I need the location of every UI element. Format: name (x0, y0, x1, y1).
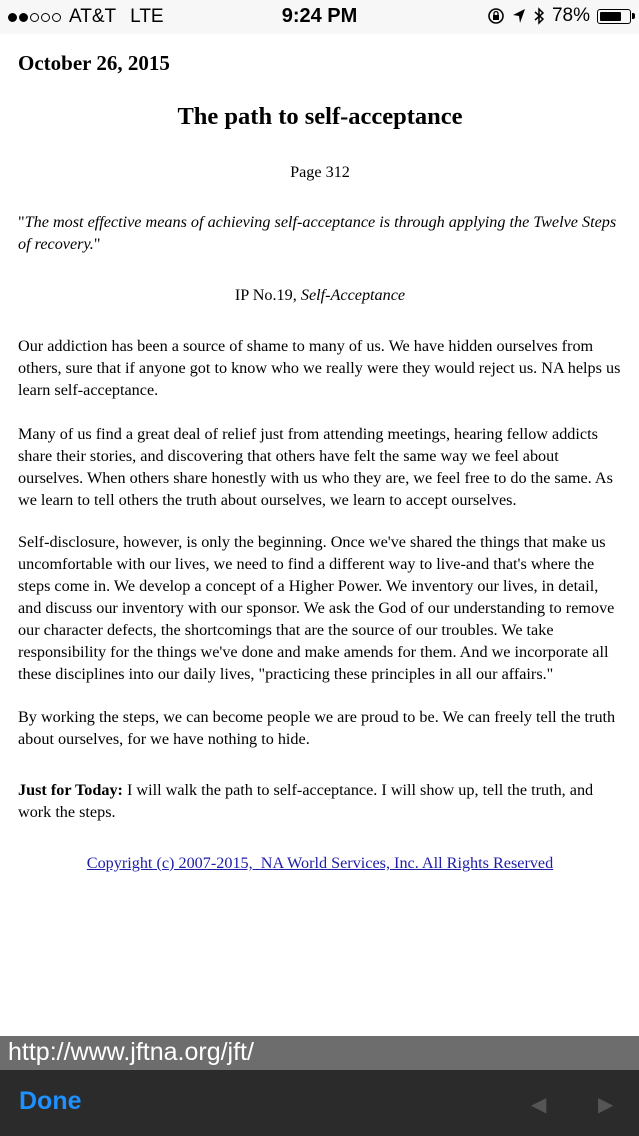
bluetooth-icon (533, 7, 545, 25)
body-paragraph: By working the steps, we can become people we are proud to be. We can freely tell the truth about ourselves, for we have nothing to hide. (18, 708, 616, 748)
quote-citation (18, 284, 622, 306)
rotation-lock-icon (487, 7, 505, 25)
done-button[interactable]: Done (19, 1087, 82, 1115)
carrier-label: AT&T (69, 6, 117, 27)
status-right (480, 5, 631, 27)
page-number: Page 312 (290, 163, 350, 181)
opening-quote-text: The most effective means of achieving self-acceptance is through applying the Twelve Steps of recovery. (18, 213, 617, 253)
citation-prefix: IP No.19, (234, 286, 301, 304)
url-bar[interactable] (0, 1036, 639, 1070)
citation-title: Self-Acceptance (300, 286, 406, 304)
battery-percent: 78% (551, 5, 590, 26)
forward-arrow-icon[interactable]: ▶ (598, 1094, 614, 1116)
url-text: http://www.jftna.org/jft/ (8, 1038, 254, 1066)
status-bar (0, 0, 639, 34)
battery-icon (597, 9, 631, 24)
copyright-link[interactable]: Copyright (c) 2007-2015, NA World Services, Inc. All Rights Reserved (86, 854, 554, 872)
body-paragraph: Our addiction has been a source of shame to many of us. We have hidden ourselves from others, sure that if anyone got to know who we really were they would reject us. NA helps us learn self-acceptance. (18, 337, 621, 399)
just-for-today (18, 779, 624, 823)
network-label: LTE (130, 6, 164, 27)
copyright-row (18, 852, 622, 874)
article-date: October 26, 2015 (18, 51, 170, 75)
clock: 9:24 PM (281, 5, 358, 27)
battery-level (600, 12, 621, 21)
opening-quote: "The most effective means of achieving self-acceptance is through applying the Twelve Steps of recovery." (18, 213, 617, 253)
page-title: The path to self-acceptance (177, 103, 463, 130)
just-for-today-label: Just for Today: (18, 781, 123, 799)
just-for-today-text: I will walk the path to self-acceptance. I will show up, tell the truth, and work the steps. (18, 781, 594, 821)
body-paragraph: Self-disclosure, however, is only the beginning. Once we've shared the things that make us uncomfortable with our lives, we need to find a different way to live-and that's where the steps come in. We develop a concept of a Higher Power. We inventory our lives, in detail, and discuss our inventory with our sponsor. We ask the God of our understanding to remove our character defects, the shortcomings that are the source of our troubles. We take responsibility for the things we've done and make amends for them. And we incorporate all these disciplines into our daily lives, "practicing these principles in all our affairs." (18, 533, 615, 683)
location-arrow-icon (512, 8, 526, 24)
body-paragraph: Many of us find a great deal of relief just from attending meetings, hearing fellow addicts share their stories, and discovering that others have felt the same way we feel about ourselves. When others share honestly with us who they are, we feel free to do the same. As we learn to tell others the truth about ourselves, we learn to accept ourselves. (18, 425, 613, 509)
back-arrow-icon[interactable]: ◀ (531, 1094, 547, 1116)
bottom-toolbar (0, 1070, 639, 1136)
